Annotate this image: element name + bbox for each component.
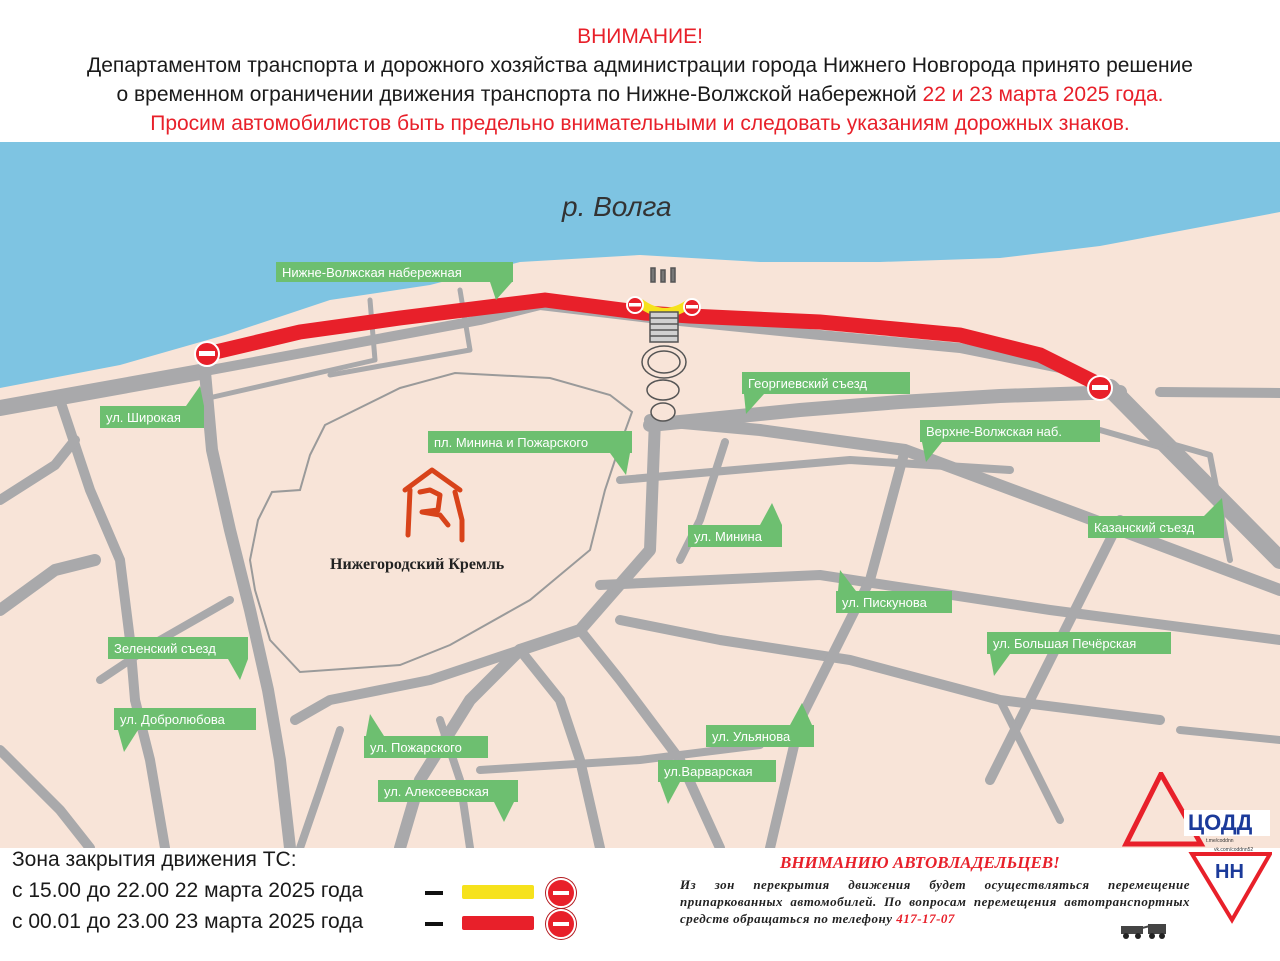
notice-text	[680, 876, 1190, 927]
svg-text:ул. Добролюбова: ул. Добролюбова	[120, 712, 225, 727]
river-label: р. Волга	[562, 191, 672, 222]
codd-logo	[1122, 772, 1272, 957]
legend-dash	[425, 891, 443, 895]
header-line-2-main: о временном ограничении движения транспорта по Нижне-Волжской набережной	[116, 83, 917, 106]
header-line-2-dates: 22 и 23 марта 2025 года.	[922, 83, 1164, 106]
header-line-2	[0, 81, 1280, 109]
warning-title: ВНИМАНИЕ!	[577, 25, 703, 48]
svg-text:ул. Широкая: ул. Широкая	[106, 410, 181, 425]
legend-dash	[425, 922, 443, 926]
legend-title: Зона закрытия движения ТС:	[12, 848, 297, 871]
svg-text:НН: НН	[1215, 861, 1244, 883]
svg-text:ул. Большая Печёрская: ул. Большая Печёрская	[993, 636, 1137, 651]
no-entry-sign-icon	[546, 878, 576, 908]
svg-text:ул.Варварская: ул.Варварская	[664, 764, 753, 779]
header-line-3: Просим автомобилистов быть предельно внимательными и следовать указаниям дорожных знаков.	[150, 112, 1130, 135]
svg-text:Верхне-Волжская наб.: Верхне-Волжская наб.	[926, 424, 1062, 439]
legend-row-1-label: с 15.00 до 22.00 22 марта 2025 года	[12, 879, 364, 902]
no-entry-sign	[1088, 376, 1112, 400]
legend	[0, 848, 1280, 961]
svg-text:ул. Пожарского: ул. Пожарского	[370, 740, 462, 755]
svg-text:Зеленский съезд: Зеленский съезд	[114, 641, 216, 656]
legend-row-2-label: с 00.01 до 23.00 23 марта 2025 года	[12, 910, 364, 933]
notice-phone: 417-17-07	[896, 911, 955, 926]
notice-body: Из зон перекрытия движения будет осуществляться перемещение припаркованных автомобилей. По вопросам перемещения автотранспортных средств обращаться по телефону	[680, 877, 1190, 926]
svg-text:vk.com/coddnn52: vk.com/coddnn52	[1214, 847, 1254, 853]
svg-text:ЦОДД: ЦОДД	[1188, 810, 1253, 835]
svg-text:Георгиевский съезд: Георгиевский съезд	[748, 376, 868, 391]
svg-text:ул. Ульянова: ул. Ульянова	[712, 729, 791, 744]
no-entry-sign-icon	[546, 909, 576, 939]
svg-text:ул. Минина: ул. Минина	[694, 529, 762, 544]
legend-bar-yellow	[462, 885, 534, 899]
header-line-1: Департаментом транспорта и дорожного хозяйства администрации города Нижнего Новгорода принято решение	[87, 54, 1193, 77]
svg-text:ул. Пискунова: ул. Пискунова	[842, 595, 927, 610]
no-entry-sign-small	[684, 299, 700, 315]
kremlin-label: Нижегородский Кремль	[330, 556, 505, 573]
legend-bar-red	[462, 916, 534, 930]
no-entry-sign-small	[627, 297, 643, 313]
header	[0, 0, 1280, 142]
svg-text:ул. Алексеевская: ул. Алексеевская	[384, 784, 489, 799]
svg-text:Казанский съезд: Казанский съезд	[1094, 520, 1195, 535]
map	[0, 142, 1280, 848]
svg-text:Нижне-Волжская набережная: Нижне-Волжская набережная	[282, 265, 462, 280]
svg-text:t.me/coddnn: t.me/coddnn	[1206, 838, 1234, 844]
svg-text:пл. Минина и Пожарского: пл. Минина и Пожарского	[434, 435, 589, 450]
no-entry-sign	[195, 342, 219, 366]
notice-title: ВНИМАНИЮ АВТОВЛАДЕЛЬЦЕВ!	[780, 853, 1060, 872]
